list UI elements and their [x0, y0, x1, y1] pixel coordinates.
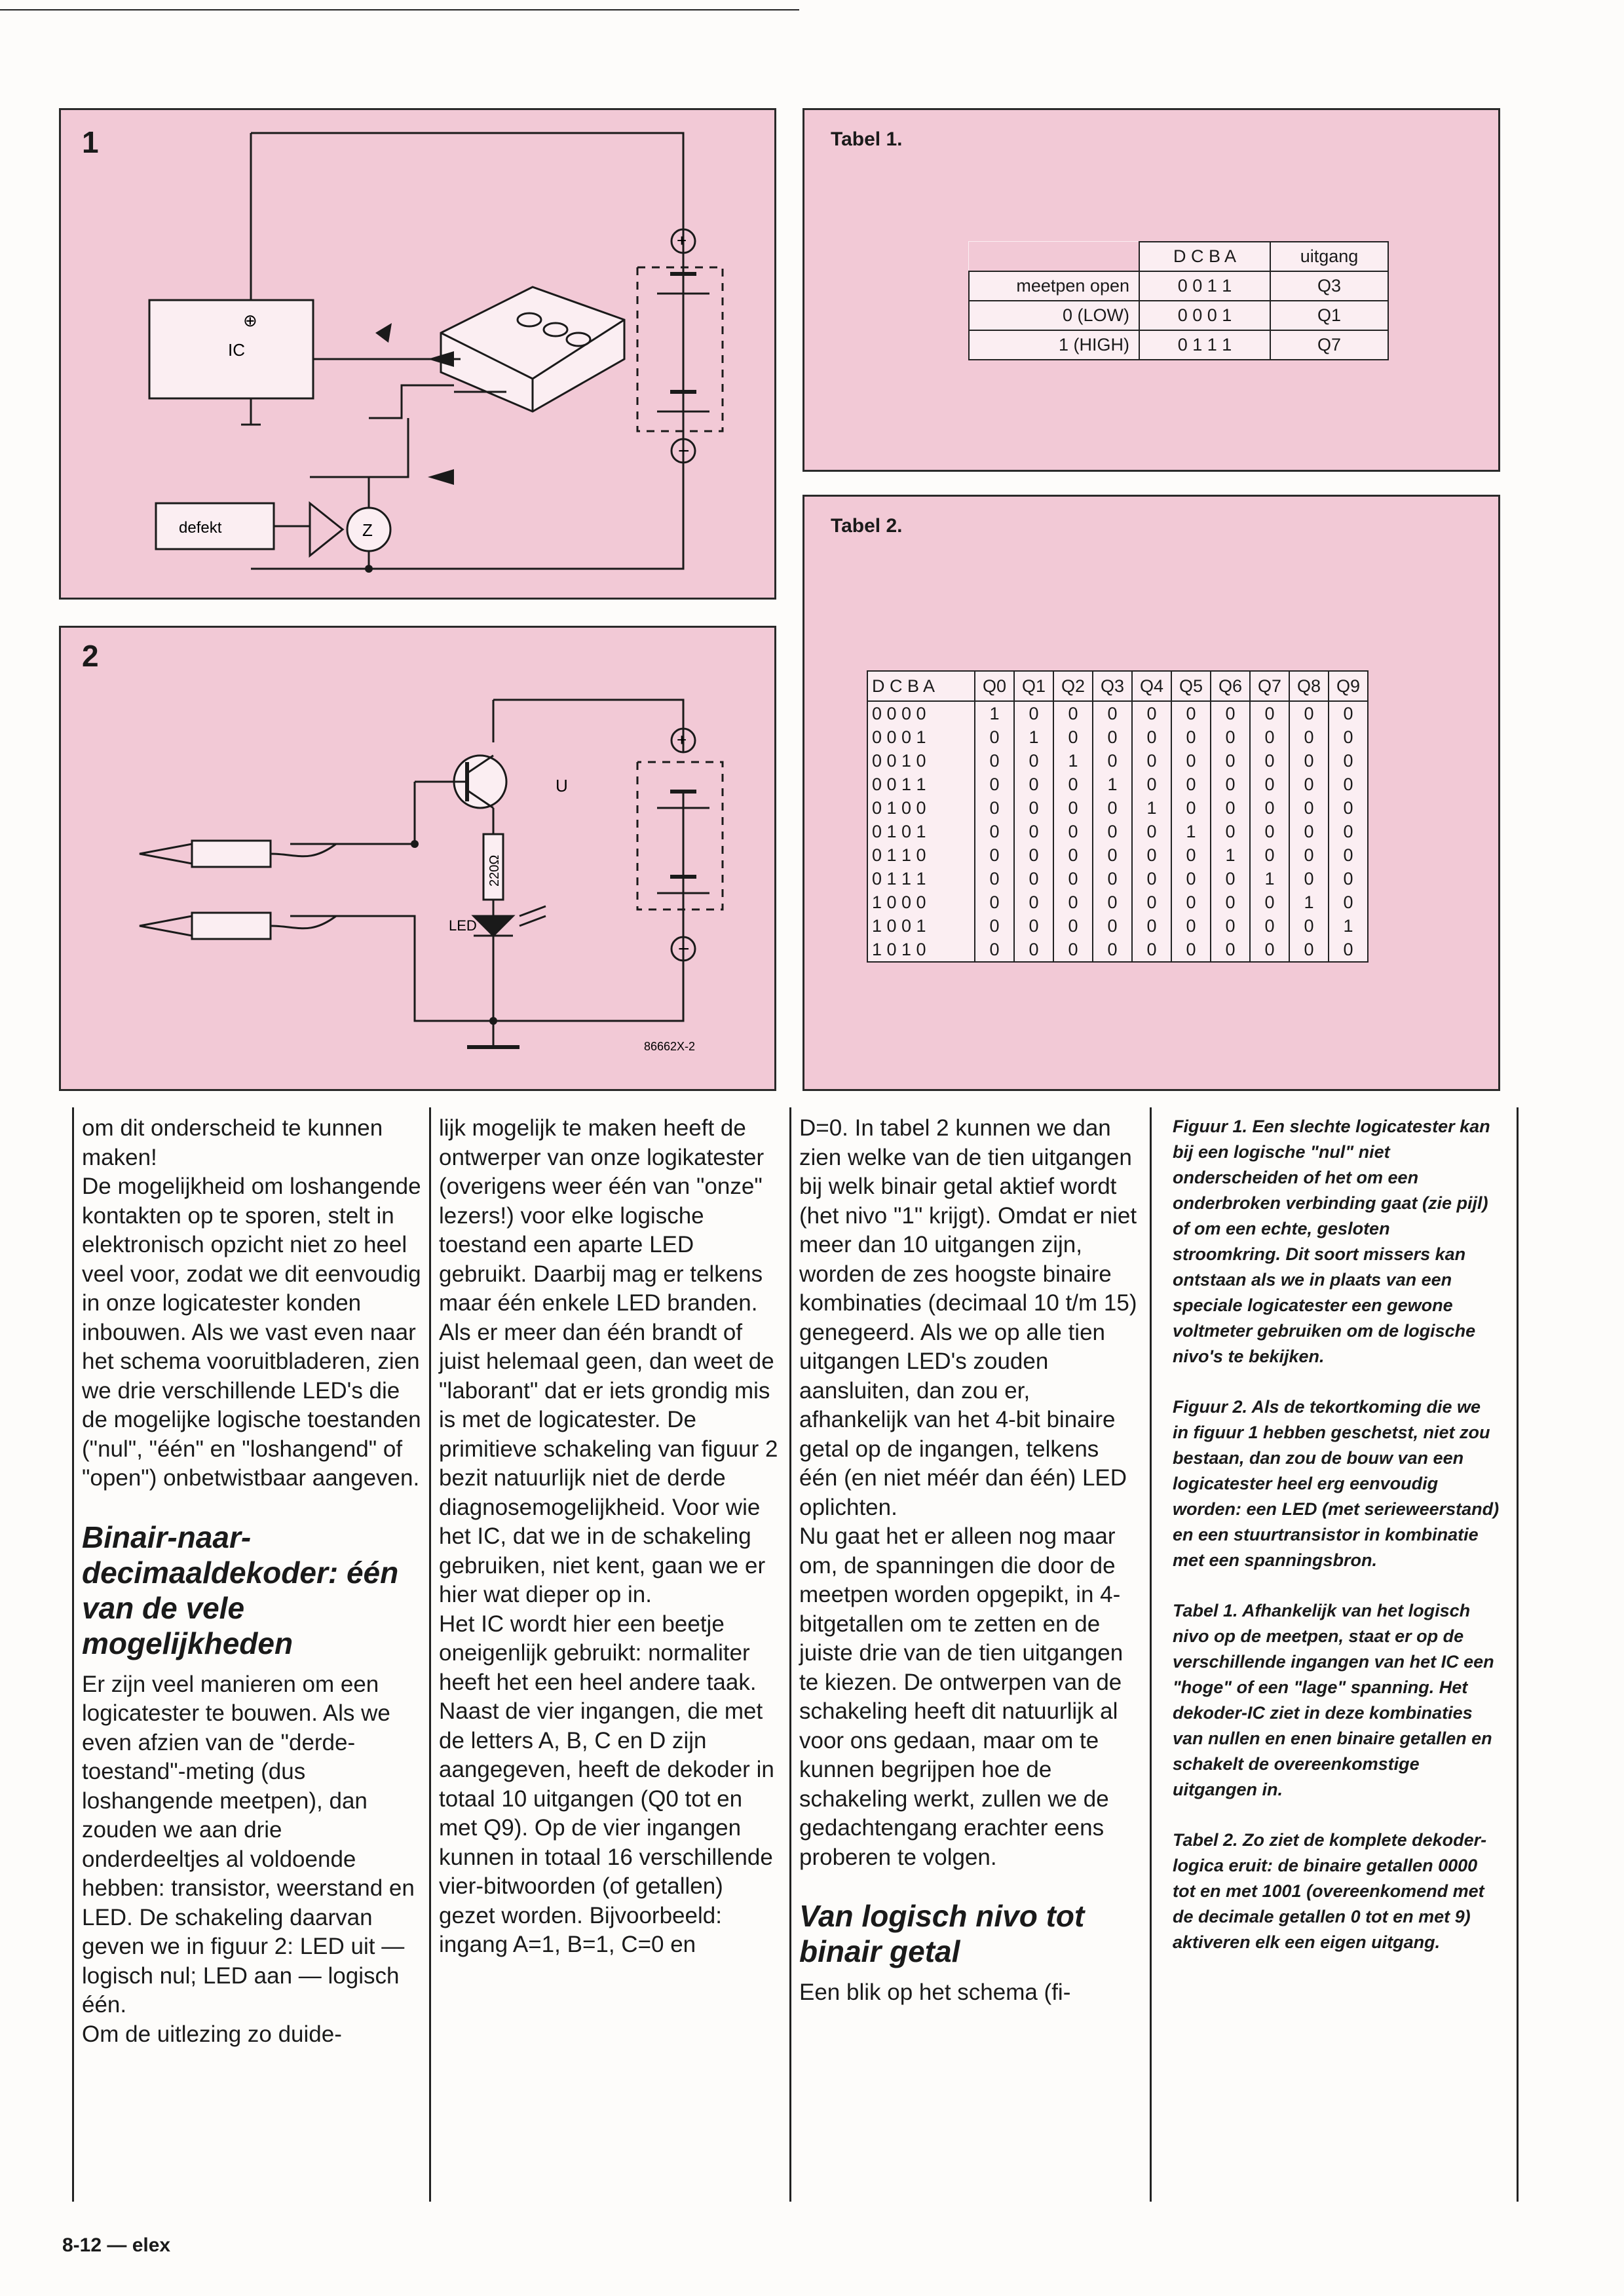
table-2-cell: 0	[1093, 914, 1132, 938]
table-2-cell: 0	[1329, 843, 1368, 867]
table-2-cell: 0 1 0 0	[867, 796, 975, 820]
table-2-panel	[803, 495, 1500, 1091]
table-2-cell: 0	[1093, 938, 1132, 962]
table-2-cell: 0	[1171, 773, 1211, 796]
table-2-cell: 0	[1329, 867, 1368, 890]
table-2-cell: 0	[1014, 773, 1053, 796]
table-2-cell: 0	[1289, 749, 1329, 773]
table-2-header-cell: Q8	[1289, 671, 1329, 701]
table-2-row	[867, 725, 1368, 749]
table-1-row	[969, 271, 1388, 301]
table-2-cell: 0	[1053, 938, 1093, 962]
column-rule-3	[1150, 1107, 1152, 2202]
table-2-cell: 0	[975, 749, 1014, 773]
table-2-cell: 0	[1053, 796, 1093, 820]
top-rule	[0, 9, 799, 10]
table-2-cell: 0	[1053, 914, 1093, 938]
table-2-cell: 0 0 0 1	[867, 725, 975, 749]
table-2-cell: 0	[1211, 701, 1250, 725]
table-2-cell: 0	[1211, 890, 1250, 914]
col3-paragraph-3: Een blik op het schema (fi-	[799, 1980, 1071, 2005]
table-2-header-cell: Q5	[1171, 671, 1211, 701]
text-column-2	[439, 1114, 780, 1960]
table-2-cell: 1	[1014, 725, 1053, 749]
col3-paragraph-2: Nu gaat het er alleen nog maar om, de spanningen die door de meetpen worden opgepikt, in 4-bitgetallen om te zetten en de juiste drie van de tien uitgangen te kiezen. De ontwerpen van de schakeling heeft dit natuurlijk al voor ons gedaan, maar om te kunnen begrijpen hoe de schakeling werkt, zullen we de gedachtengang erachter eens proberen te volgen.	[799, 1523, 1124, 1870]
captions-column	[1173, 1114, 1500, 1980]
table-2-cell: 0	[975, 914, 1014, 938]
col1-paragraph-2: De mogelijkheid om loshangende kontakten op te sporen, stelt in elektronisch opzicht niet zo heel veel voor, zodat we dit eenvoudig in onze logicatester konden inbouwen. Als we vast even naar het schema vooruitbladeren, zien we drie verschillende LED's die de mogelijke logische toestanden ("nul", "één" en "loshangend" of "open") onbetwistbaar aangeven.	[82, 1174, 421, 1491]
table-2-cell: 0	[1250, 938, 1289, 962]
table-2-cell: 0	[1211, 725, 1250, 749]
table-2-cell: 1	[1053, 749, 1093, 773]
col3-heading: Van logisch nivo tot binair getal	[799, 1899, 1085, 1968]
table-2-cell: 0	[1250, 773, 1289, 796]
table-2-cell: 0	[1093, 843, 1132, 867]
table-1-header-cell: D C B A	[1139, 242, 1270, 271]
table-2	[867, 670, 1369, 963]
table-2-header-cell: Q6	[1211, 671, 1250, 701]
table-1-header-cell	[969, 242, 1139, 271]
table-2-cell: 0	[1329, 938, 1368, 962]
table-2-cell: 0	[1250, 796, 1289, 820]
figure-2-resistor-label: 220Ω	[487, 854, 502, 887]
text-column-1	[82, 1114, 423, 2049]
table-2-row	[867, 701, 1368, 725]
table-2-cell: 0	[1289, 773, 1329, 796]
table-2-cell: 0	[975, 796, 1014, 820]
table-2-header-cell: D C B A	[867, 671, 975, 701]
table-2-row	[867, 914, 1368, 938]
column-rule-2	[789, 1107, 791, 2202]
table-2-cell: 0	[1132, 843, 1171, 867]
fig2-plus-symbol: +	[677, 730, 687, 750]
table-2-cell: 0	[1132, 820, 1171, 843]
table-2-cell: 0 0 1 0	[867, 749, 975, 773]
table-2-cell: 0	[1211, 773, 1250, 796]
table-2-cell: 0	[1250, 725, 1289, 749]
table-2-cell: 0	[975, 890, 1014, 914]
table-2-cell: 1	[1171, 820, 1211, 843]
table-2-cell: 0	[1132, 914, 1171, 938]
table-2-cell: 0	[1093, 820, 1132, 843]
table-2-cell: 0	[975, 867, 1014, 890]
figure-2-panel	[59, 626, 776, 1091]
table-2-cell: 0 1 1 0	[867, 843, 975, 867]
table-2-cell: 1	[1329, 914, 1368, 938]
column-rule-1	[429, 1107, 431, 2202]
table-2-cell: 0	[1329, 701, 1368, 725]
table-2-cell: 0	[1289, 820, 1329, 843]
table-2-cell: 0	[1014, 867, 1053, 890]
table-2-cell: 0	[1329, 796, 1368, 820]
table-2-cell: 1	[1093, 773, 1132, 796]
table-2-cell: 0	[1250, 843, 1289, 867]
table-2-row	[867, 749, 1368, 773]
table-2-cell: 0	[1289, 938, 1329, 962]
figure-2-led-label: LED	[449, 917, 477, 934]
table-1-cell: meetpen open	[969, 271, 1139, 301]
table-2-row	[867, 843, 1368, 867]
figure-2-u-label: U	[556, 776, 568, 795]
table-2-cell: 1 0 0 1	[867, 914, 975, 938]
col2-paragraph-2: Het IC wordt hier een beetje oneigenlijk gebruikt: normaliter heeft het een heel andere taak. Naast de vier ingangen, die met de letters A, B, C en D zijn aangegeven, heeft de dekoder in totaal 10 uitgangen (Q0 tot en met Q9). Op de vier ingangen kunnen in totaal 16 verschillende vier-bitwoorden (of getallen) gezet worden. Bijvoorbeeld: ingang A=1, B=1, C=0 en	[439, 1611, 774, 1957]
table-2-header-cell: Q2	[1053, 671, 1093, 701]
table-2-cell: 0	[1329, 725, 1368, 749]
table-2-cell: 0	[1093, 749, 1132, 773]
table-2-cell: 0	[1132, 890, 1171, 914]
table-2-cell: 0	[1171, 843, 1211, 867]
table-2-cell: 0	[1132, 749, 1171, 773]
table-2-cell: 0	[1289, 701, 1329, 725]
table-1-cell: 0 (LOW)	[969, 301, 1139, 330]
table-2-header-cell: Q7	[1250, 671, 1289, 701]
figure-1-panel	[59, 108, 776, 600]
fig2-minus-symbol: −	[678, 938, 690, 960]
table-2-cell: 0	[1289, 914, 1329, 938]
table-1-header-row	[969, 242, 1388, 271]
table-1-cell: 1 (HIGH)	[969, 330, 1139, 360]
table-2-cell: 0	[975, 773, 1014, 796]
table-1-header-cell: uitgang	[1270, 242, 1388, 271]
table-2-cell: 0	[1171, 796, 1211, 820]
table-1-row	[969, 330, 1388, 360]
table-2-cell: 0	[1329, 773, 1368, 796]
table-1-title: Tabel 1.	[831, 128, 903, 150]
table-2-cell: 1	[1211, 843, 1250, 867]
table-2-cell: 1	[1289, 890, 1329, 914]
table-2-cell: 0	[1329, 890, 1368, 914]
table-2-cell: 0	[1132, 725, 1171, 749]
table-2-cell: 0	[1014, 914, 1053, 938]
table-2-cell: 0	[975, 725, 1014, 749]
table-2-cell: 0	[1014, 843, 1053, 867]
table-2-cell: 0	[1171, 890, 1211, 914]
table-2-cell: 0	[1171, 914, 1211, 938]
table-2-header-cell: Q1	[1014, 671, 1053, 701]
table-2-cell: 0	[1171, 938, 1211, 962]
table-2-cell: 0	[1053, 820, 1093, 843]
table-2-cell: 0	[1053, 843, 1093, 867]
table-2-cell: 0	[1093, 725, 1132, 749]
table-2-cell: 0 0 1 1	[867, 773, 975, 796]
ic-plus-symbol: ⊕	[243, 311, 257, 330]
table-1-cell: Q3	[1270, 271, 1388, 301]
figure-1-number: 1	[82, 125, 99, 159]
col1-paragraph-4: Om de uitlezing zo duide-	[82, 2021, 342, 2047]
column-rule-left	[72, 1107, 74, 2202]
text-column-3	[799, 1114, 1140, 2008]
battery-plus-symbol: +	[677, 231, 687, 250]
table-2-cell: 0	[1053, 773, 1093, 796]
table-1	[968, 241, 1389, 360]
table-2-cell: 0	[975, 820, 1014, 843]
table-2-cell: 0	[1171, 701, 1211, 725]
col3-paragraph-1: D=0. In tabel 2 kunnen we dan zien welke van de tien uitgangen bij welk binair getal aktief wordt (het nivo "1" krijgt). Omdat er niet meer dan 10 uitgangen zijn, worden de zes hoogste binaire kombinaties (decimaal 10 t/m 15) genegeerd. Als we op alle tien uitgangen LED's zouden aansluiten, dan zou er, afhankelijk van het 4-bit binaire getal op de ingangen, telkens één (en niet méér dan één) LED oplichten.	[799, 1115, 1137, 1520]
table-2-cell: 0	[1014, 749, 1053, 773]
table-2-cell: 0	[1211, 938, 1250, 962]
col1-paragraph-1: om dit onderscheid te kunnen maken!	[82, 1115, 383, 1170]
table-2-header-cell: Q4	[1132, 671, 1171, 701]
table-2-cell: 0	[1093, 890, 1132, 914]
caption-table-2: Tabel 2. Zo ziet de komplete dekoder-logica eruit: de binaire getallen 0000 tot en met 1001 (overeenkomend met de decimale getallen 0 tot en met 9) aktiveren elk een eigen uitgang.	[1173, 1830, 1487, 1952]
table-2-cell: 0	[1211, 796, 1250, 820]
table-2-cell: 0	[1132, 701, 1171, 725]
table-2-row	[867, 820, 1368, 843]
table-2-cell: 0	[1171, 749, 1211, 773]
table-2-row	[867, 890, 1368, 914]
zener-label: Z	[362, 520, 373, 540]
table-2-header-cell: Q9	[1329, 671, 1368, 701]
table-2-row	[867, 773, 1368, 796]
col1-heading: Binair-naar-decimaaldekoder: één van de vele mogelijkheden	[82, 1520, 399, 1660]
table-2-cell: 0	[1211, 820, 1250, 843]
table-1-row	[969, 301, 1388, 330]
table-2-cell: 0	[975, 938, 1014, 962]
table-2-cell: 0	[1329, 749, 1368, 773]
table-2-cell: 1 0 0 0	[867, 890, 975, 914]
table-2-cell: 0	[1289, 796, 1329, 820]
caption-figure-1: Figuur 1. Een slechte logicatester kan bij een logische "nul" niet onderscheiden of het om een onderbroken verbinding gaat (zie pijl) of om een echte, gesloten stroomkring. Dit soort missers kan ontstaan als we in plaats van een speciale logicatester een gewone voltmeter gebruiken om de logische nivo's te bekijken.	[1173, 1117, 1490, 1366]
page-footer: 8-12 — elex	[62, 2234, 171, 2256]
figure-2-code: 86662X-2	[644, 1040, 696, 1053]
table-2-cell: 0	[975, 843, 1014, 867]
table-2-cell: 0	[1250, 820, 1289, 843]
table-2-cell: 0	[1289, 843, 1329, 867]
table-2-cell: 0	[1171, 867, 1211, 890]
table-2-cell: 0	[1211, 749, 1250, 773]
table-2-cell: 0	[1014, 890, 1053, 914]
table-1-cell: Q7	[1270, 330, 1388, 360]
table-2-cell: 0	[1014, 820, 1053, 843]
table-2-cell: 0	[1053, 890, 1093, 914]
table-2-cell: 0	[1289, 867, 1329, 890]
table-2-cell: 0	[1093, 701, 1132, 725]
table-2-cell: 0	[1014, 796, 1053, 820]
table-1-cell: 0 0 1 1	[1139, 271, 1270, 301]
table-2-cell: 0	[1211, 914, 1250, 938]
table-2-cell: 0	[1250, 914, 1289, 938]
table-2-cell: 0	[1053, 867, 1093, 890]
col2-paragraph-1: lijk mogelijk te maken heeft de ontwerper van onze logikatester (overigens weer één van "onze" lezers!) voor elke logische toestand een aparte LED gebruikt. Daarbij mag er telkens maar één enkele LED branden. Als er meer dan één brandt of juist helemaal geen, dan weet de "laborant" dat er iets grondig mis is met de logicatester. De primitieve schakeling van figuur 2 bezit natuurlijk niet de derde diagnosemogelijkheid. Voor wie het IC, dat we in de schakeling gebruiken, niet kent, gaan we er hier wat dieper op in.	[439, 1115, 778, 1607]
figure-2-schematic	[61, 628, 774, 1089]
table-2-cell: 0 1 1 1	[867, 867, 975, 890]
table-1-cell: 0 0 0 1	[1139, 301, 1270, 330]
table-2-cell: 1	[1132, 796, 1171, 820]
battery-minus-symbol: −	[678, 440, 690, 462]
table-2-cell: 0	[1014, 701, 1053, 725]
table-2-cell: 0	[1211, 867, 1250, 890]
column-rule-right	[1517, 1107, 1519, 2202]
table-2-cell: 0	[1053, 725, 1093, 749]
caption-table-1: Tabel 1. Afhankelijk van het logisch nivo op de meetpen, staat er op de verschillende ingangen van het IC een "hoge" of een "lage" spanning. Het dekoder-IC ziet in deze kombinaties van nullen en enen binaire getallen en schakelt de overeenkomstige uitgangen in.	[1173, 1601, 1494, 1799]
table-2-cell: 0 1 0 1	[867, 820, 975, 843]
table-2-row	[867, 938, 1368, 962]
table-1-cell: 0 1 1 1	[1139, 330, 1270, 360]
table-2-cell: 0	[1093, 867, 1132, 890]
figure-1-schematic	[61, 110, 774, 598]
table-2-cell: 1	[975, 701, 1014, 725]
table-2-cell: 0	[1053, 701, 1093, 725]
table-2-cell: 0	[1171, 725, 1211, 749]
table-2-title: Tabel 2.	[831, 515, 903, 537]
table-2-cell: 1	[1250, 867, 1289, 890]
table-2-cell: 0	[1289, 725, 1329, 749]
table-2-cell: 0	[1132, 867, 1171, 890]
table-2-cell: 0	[1250, 890, 1289, 914]
table-1-panel	[803, 108, 1500, 472]
table-2-cell: 0	[1093, 796, 1132, 820]
table-2-cell: 0	[1250, 701, 1289, 725]
table-2-cell: 0	[1132, 773, 1171, 796]
table-1-cell: Q1	[1270, 301, 1388, 330]
table-2-cell: 0	[1250, 749, 1289, 773]
table-2-cell: 0	[1132, 938, 1171, 962]
table-2-row	[867, 867, 1368, 890]
table-2-cell: 1 0 1 0	[867, 938, 975, 962]
table-2-header-cell: Q0	[975, 671, 1014, 701]
figure-1-defekt-label: defekt	[179, 519, 222, 537]
table-2-cell: 0	[1014, 938, 1053, 962]
figure-1-ic-label: IC	[228, 340, 245, 360]
col1-paragraph-3: Er zijn veel manieren om een logicatester te bouwen. Als we even afzien van de "derde-toestand"-meting (dus loshangende meetpen), dan zouden we aan drie onderdeeltjes al voldoende hebben: transistor, weerstand en LED. De schakeling daarvan geven we in figuur 2: LED uit — logisch nul; LED aan — logisch één.	[82, 1671, 415, 2018]
caption-figure-2: Figuur 2. Als de tekortkoming die we in figuur 1 hebben geschetst, niet zou bestaan, dan zou de bouw van een logicatester heel erg eenvoudig worden: een LED (met serieweerstand) en een stuurtransistor in kombinatie met een spanningsbron.	[1173, 1397, 1500, 1570]
table-2-cell: 0 0 0 0	[867, 701, 975, 725]
table-2-cell: 0	[1329, 820, 1368, 843]
table-2-row	[867, 796, 1368, 820]
table-2-header-cell: Q3	[1093, 671, 1132, 701]
table-2-header-row	[867, 671, 1368, 701]
figure-2-number: 2	[82, 639, 99, 673]
